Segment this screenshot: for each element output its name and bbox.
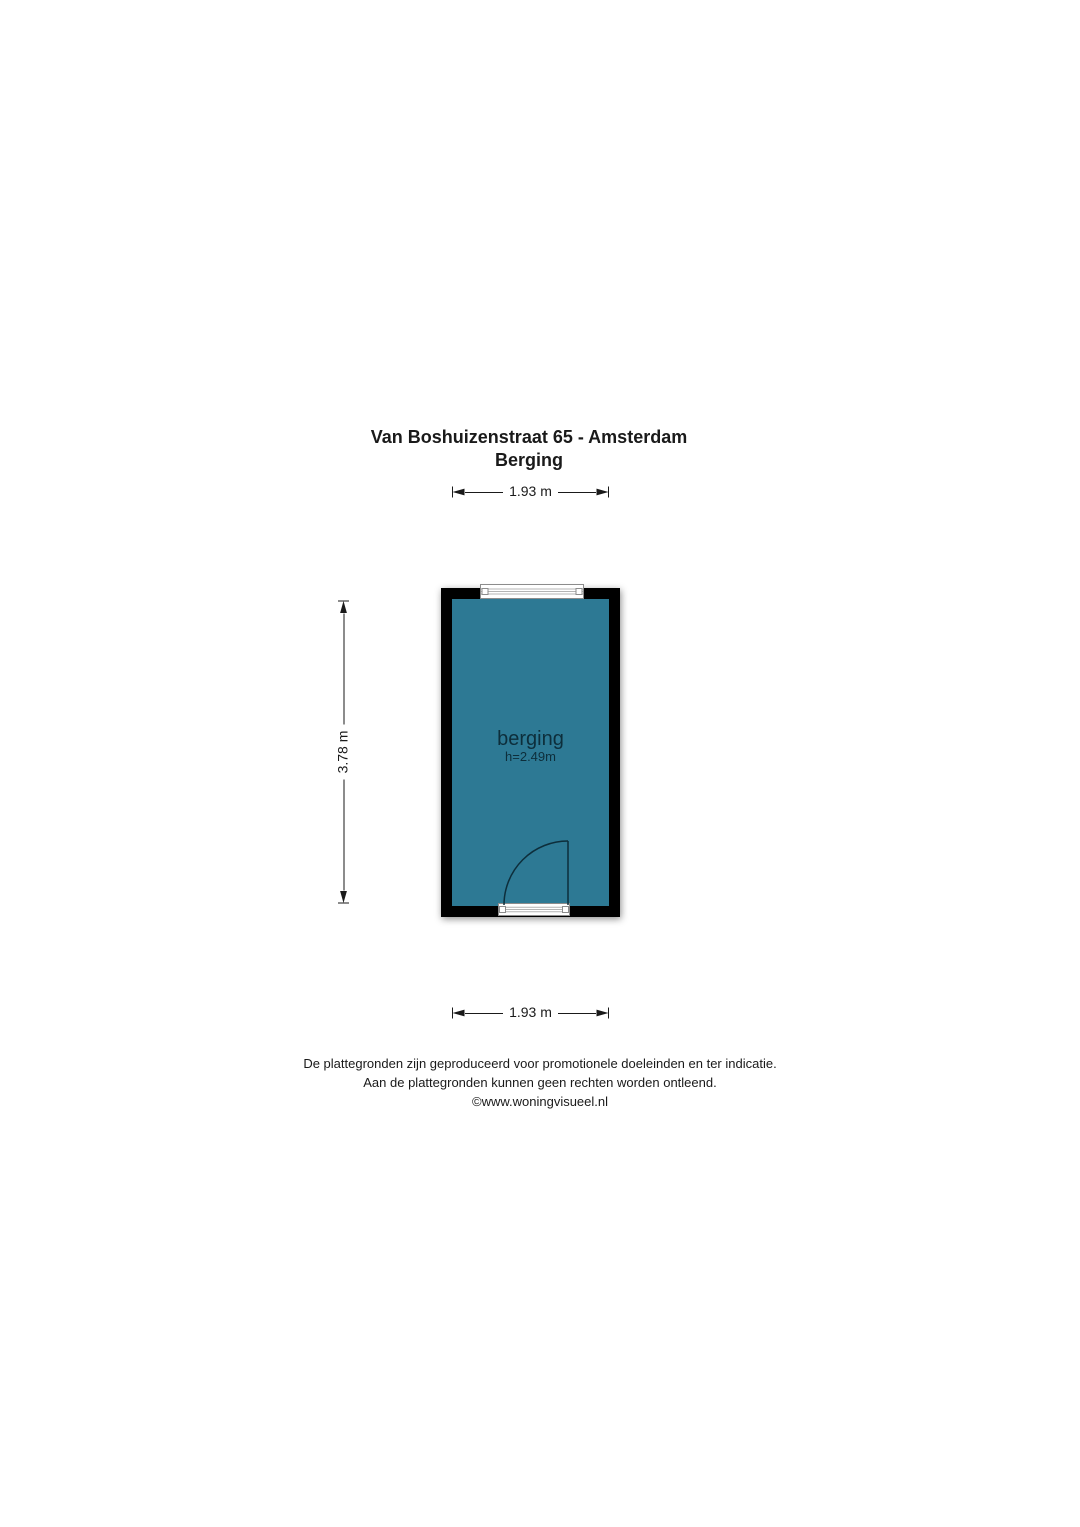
dimension-left-label: 3.78 m [334, 730, 351, 774]
dimension-arrow-left-icon [452, 484, 465, 500]
dimension-line [558, 492, 596, 493]
dimension-arrow-left-icon [336, 891, 352, 904]
dimension-left [336, 601, 352, 904]
dimension-line [558, 1013, 596, 1014]
dimension-line [465, 1013, 503, 1014]
copyright-line: ©www.woningvisueel.nl [471, 1094, 609, 1109]
disclaimer-line2: Aan de plattegronden kunnen geen rechten worden ontleend. [363, 1075, 717, 1090]
ceiling-height-label: h=2.49m [505, 749, 556, 764]
dimension-arrow-right-icon [596, 484, 609, 500]
page-title-line2: Berging [494, 450, 563, 470]
room-name: berging [497, 728, 564, 750]
floor-plan [441, 588, 620, 917]
dimension-top-label: 1.93 m [509, 483, 552, 499]
dimension-bottom [452, 1005, 609, 1021]
page-title-line1: Van Boshuizenstraat 65 - Amsterdam [370, 427, 688, 447]
dimension-line [343, 614, 344, 725]
dimension-bottom-label: 1.93 m [509, 1004, 552, 1020]
dimension-arrow-right-icon [596, 1005, 609, 1021]
room-label [441, 728, 620, 764]
dimension-line [465, 492, 503, 493]
dimension-arrow-right-icon [336, 601, 352, 614]
dimension-top [452, 484, 609, 500]
dimension-line [343, 779, 344, 890]
disclaimer-line1: De plattegronden zijn geproduceerd voor promotionele doeleinden en ter indicatie. [303, 1056, 777, 1071]
page-title [0, 426, 1058, 472]
dimension-arrow-left-icon [452, 1005, 465, 1021]
footer-disclaimer [0, 1054, 1080, 1111]
